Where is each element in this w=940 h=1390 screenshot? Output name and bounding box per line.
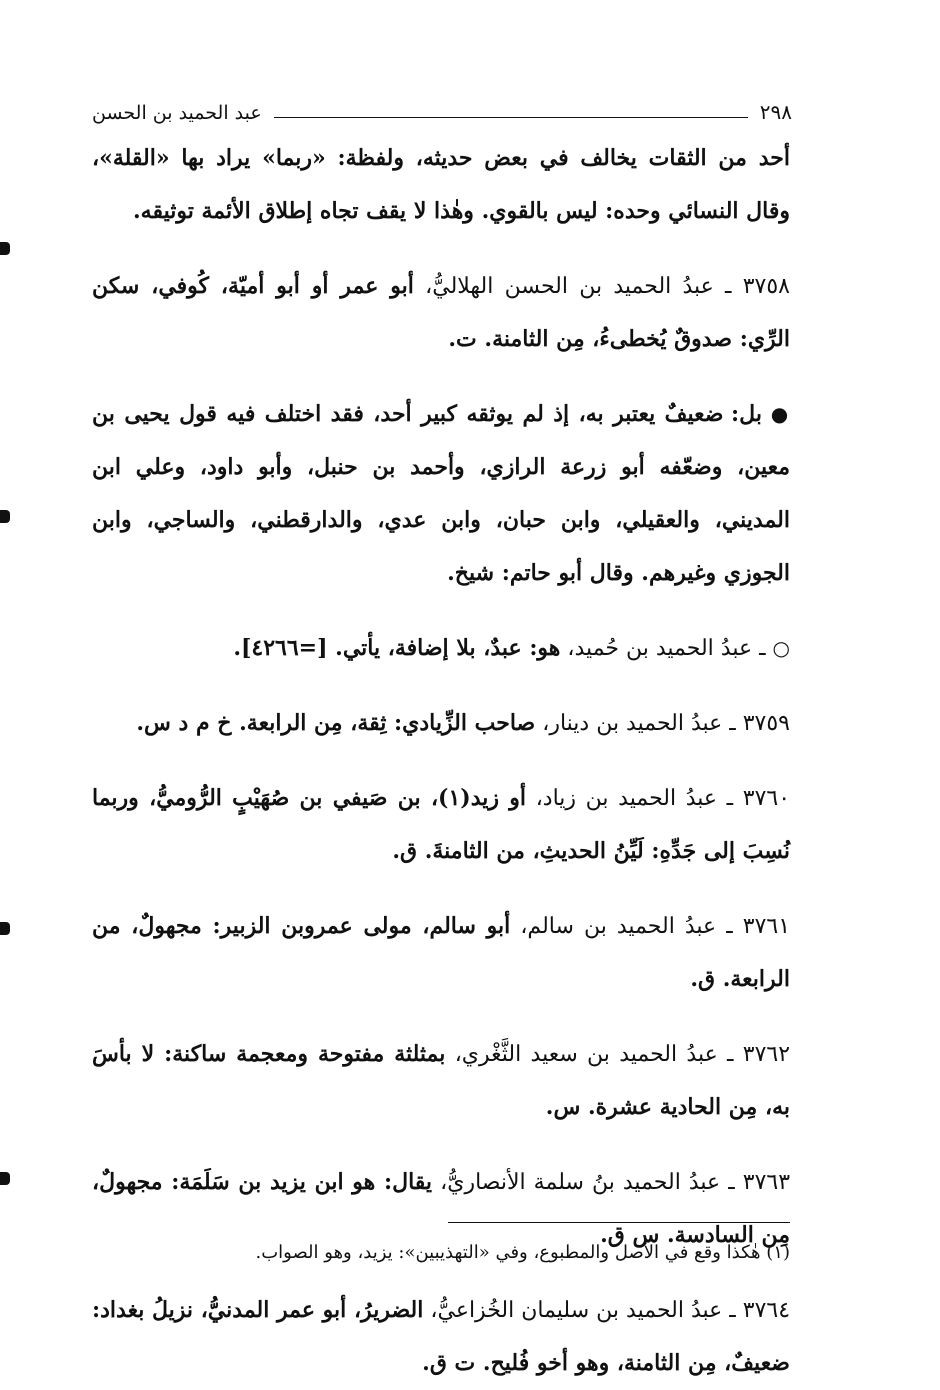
margin-mark <box>0 510 10 523</box>
entry-3759: ٣٧٥٩ ـ عبدُ الحميد بن دينار، صاحب الزِّيادي: ثِقة، مِن الرابعة. خ م د س. <box>136 710 790 736</box>
entry-3764: ٣٧٦٤ ـ عبدُ الحميد بن سليمان الخُزاعيُّ، الضريرُ، أبو عمر المدنيُّ، نزيلُ بغداد: ضعيفٌ، مِن الثامنة، وهو أخو فُليح. ت ق. <box>92 1297 791 1376</box>
entry-text: أبو عمر أو أبو أميّة، كُوفي، سكن الرِّي: صدوقٌ يُخطىءُ، مِن الثامنة. ت. <box>92 273 790 352</box>
entry-name: عبدُ الحميد بن سالم، <box>520 914 717 939</box>
entry-text: يقال: هو ابن يزيد بن سَلَمَة: مجهولٌ، مِن السادسة. س ق. <box>92 1169 790 1248</box>
entry-3762: ٣٧٦٢ ـ عبدُ الحميد بن سعيد الثَّغْري، بمثلثة مفتوحة ومعجمة ساكنة: لا بأسَ به، مِن الحادية عشرة. س. <box>92 1041 791 1120</box>
entry-name: عبدُ الحميد بنُ سلمة الأنصاريُّ، <box>440 1170 721 1195</box>
margin-mark <box>0 242 10 255</box>
entry-3760: ٣٧٦٠ ـ عبدُ الحميد بن زياد، أو زيد(١)، بن صَيفي بن صُهَيْبٍ الرُّوميُّ، وربما نُسِبَ إلى جَدِّهِ: لَيِّنُ الحديثِ، من الثامنةَ. ق. <box>92 785 791 864</box>
entry-name: عبدُ الحميد بن سليمان الخُزاعيُّ، <box>430 1298 723 1323</box>
entry-text: بمثلثة مفتوحة ومعجمة ساكنة: لا بأسَ به، مِن الحادية عشرة. س. <box>92 1041 790 1120</box>
entry-3761: ٣٧٦١ ـ عبدُ الحميد بن سالم، أبو سالم، مولى عمروبن الزبير: مجهولٌ، من الرابعة. ق. <box>92 913 791 992</box>
entry-text: أو زيد(١)، بن صَيفي بن صُهَيْبٍ الرُّوميُّ، وربما نُسِبَ إلى جَدِّهِ: لَيِّنُ الحديثِ، من الثامنةَ. ق. <box>92 785 790 864</box>
entry-text: أبو سالم، مولى عمروبن الزبير: مجهولٌ، من الرابعة. ق. <box>92 913 790 992</box>
entry-number: ٣٧٦١ <box>742 914 791 939</box>
entry-name: عبدُ الحميد بن دينار، <box>542 711 723 736</box>
entry-number: ٣٧٥٨ <box>742 274 790 299</box>
entry-text: هو: عبدٌ، بلا إضافة، يأتي. [=٤٢٦٦]. <box>233 635 561 661</box>
entry-text: الضريرُ، أبو عمر المدنيُّ، نزيلُ بغداد: ضعيفٌ، مِن الثامنة، وهو أخو فُليح. ت ق. <box>92 1297 790 1376</box>
entry-number: ٣٧٦٤ <box>742 1298 791 1323</box>
footnote-rule <box>448 1222 790 1223</box>
entry-3763: ٣٧٦٣ ـ عبدُ الحميد بنُ سلمة الأنصاريُّ، يقال: هو ابن يزيد بن سَلَمَة: مجهولٌ، مِن السادسة. س ق. <box>92 1169 791 1248</box>
cross-reference-entry: ○ ـ عبدُ الحميد بن حُميد، هو: عبدٌ، بلا إضافة، يأتي. [=٤٢٦٦]. <box>233 635 790 661</box>
running-title: عبد الحميد بن الحسن <box>92 102 262 124</box>
entry-number: ٣٧٦٠ <box>742 786 791 811</box>
entry-name: عبدُ الحميد بن الحسن الهلاليُّ، <box>425 274 714 299</box>
entry-3758: ٣٧٥٨ ـ عبدُ الحميد بن الحسن الهلاليُّ، أبو عمر أو أبو أميّة، كُوفي، سكن الرِّي: صدوقٌ يُخطىءُ، مِن الثامنة. ت. <box>92 273 790 352</box>
entry-text: صاحب الزِّيادي: ثِقة، مِن الرابعة. خ م د س. <box>136 710 536 736</box>
entry-continuation <box>92 132 790 238</box>
entry-number: ٣٧٥٩ <box>742 711 790 736</box>
page-body <box>92 132 790 1390</box>
footnote: (١) هٰكذا وقع في الأصل والمطبوع، وفي «التهذيبين»: يزيد، وهو الصواب. <box>255 1242 790 1263</box>
bullet-marker: ● <box>770 402 791 426</box>
margin-mark <box>0 922 10 935</box>
entry-name: عبدُ الحميد بن سعيد الثَّغْري، <box>454 1042 718 1067</box>
entry-number: ٣٧٦٣ <box>742 1170 791 1195</box>
entry-name: عبدُ الحميد بن حُميد، <box>567 636 753 661</box>
entry-name: عبدُ الحميد بن زياد، <box>535 786 718 811</box>
entry-number: ٣٧٦٢ <box>742 1042 791 1067</box>
page-header <box>92 92 792 126</box>
circle-marker: ○ <box>772 636 790 660</box>
entry-text: أحد من الثقات يخالف في بعض حديثه، ولفظة: «ربما» يراد بها «القلة»، وقال النسائي وحده: ليس بالقوي. وهٰذا لا يقف تجاه إطلاق الأئمة توثيقه. <box>92 145 790 224</box>
header-rule <box>274 117 748 118</box>
entry-text: بل: ضعيفٌ يعتبر به، إذ لم يوثقه كبير أحد، فقد اختلف فيه قول يحيى بن معين، وضعّفه أبو زرعة الرازي، وأحمد بن حنبل، وأبو داود، وعلي ابن المديني، والعقيلي، وابن حبان، وابن عدي، والدارقطني، والساجي، وابن الجوزي وغيرهم. وقال أبو حاتم: شيخ. <box>92 401 790 586</box>
margin-mark <box>0 1172 10 1185</box>
page-number: ٢٩٨ <box>759 100 792 124</box>
commentary-3758 <box>92 388 790 600</box>
